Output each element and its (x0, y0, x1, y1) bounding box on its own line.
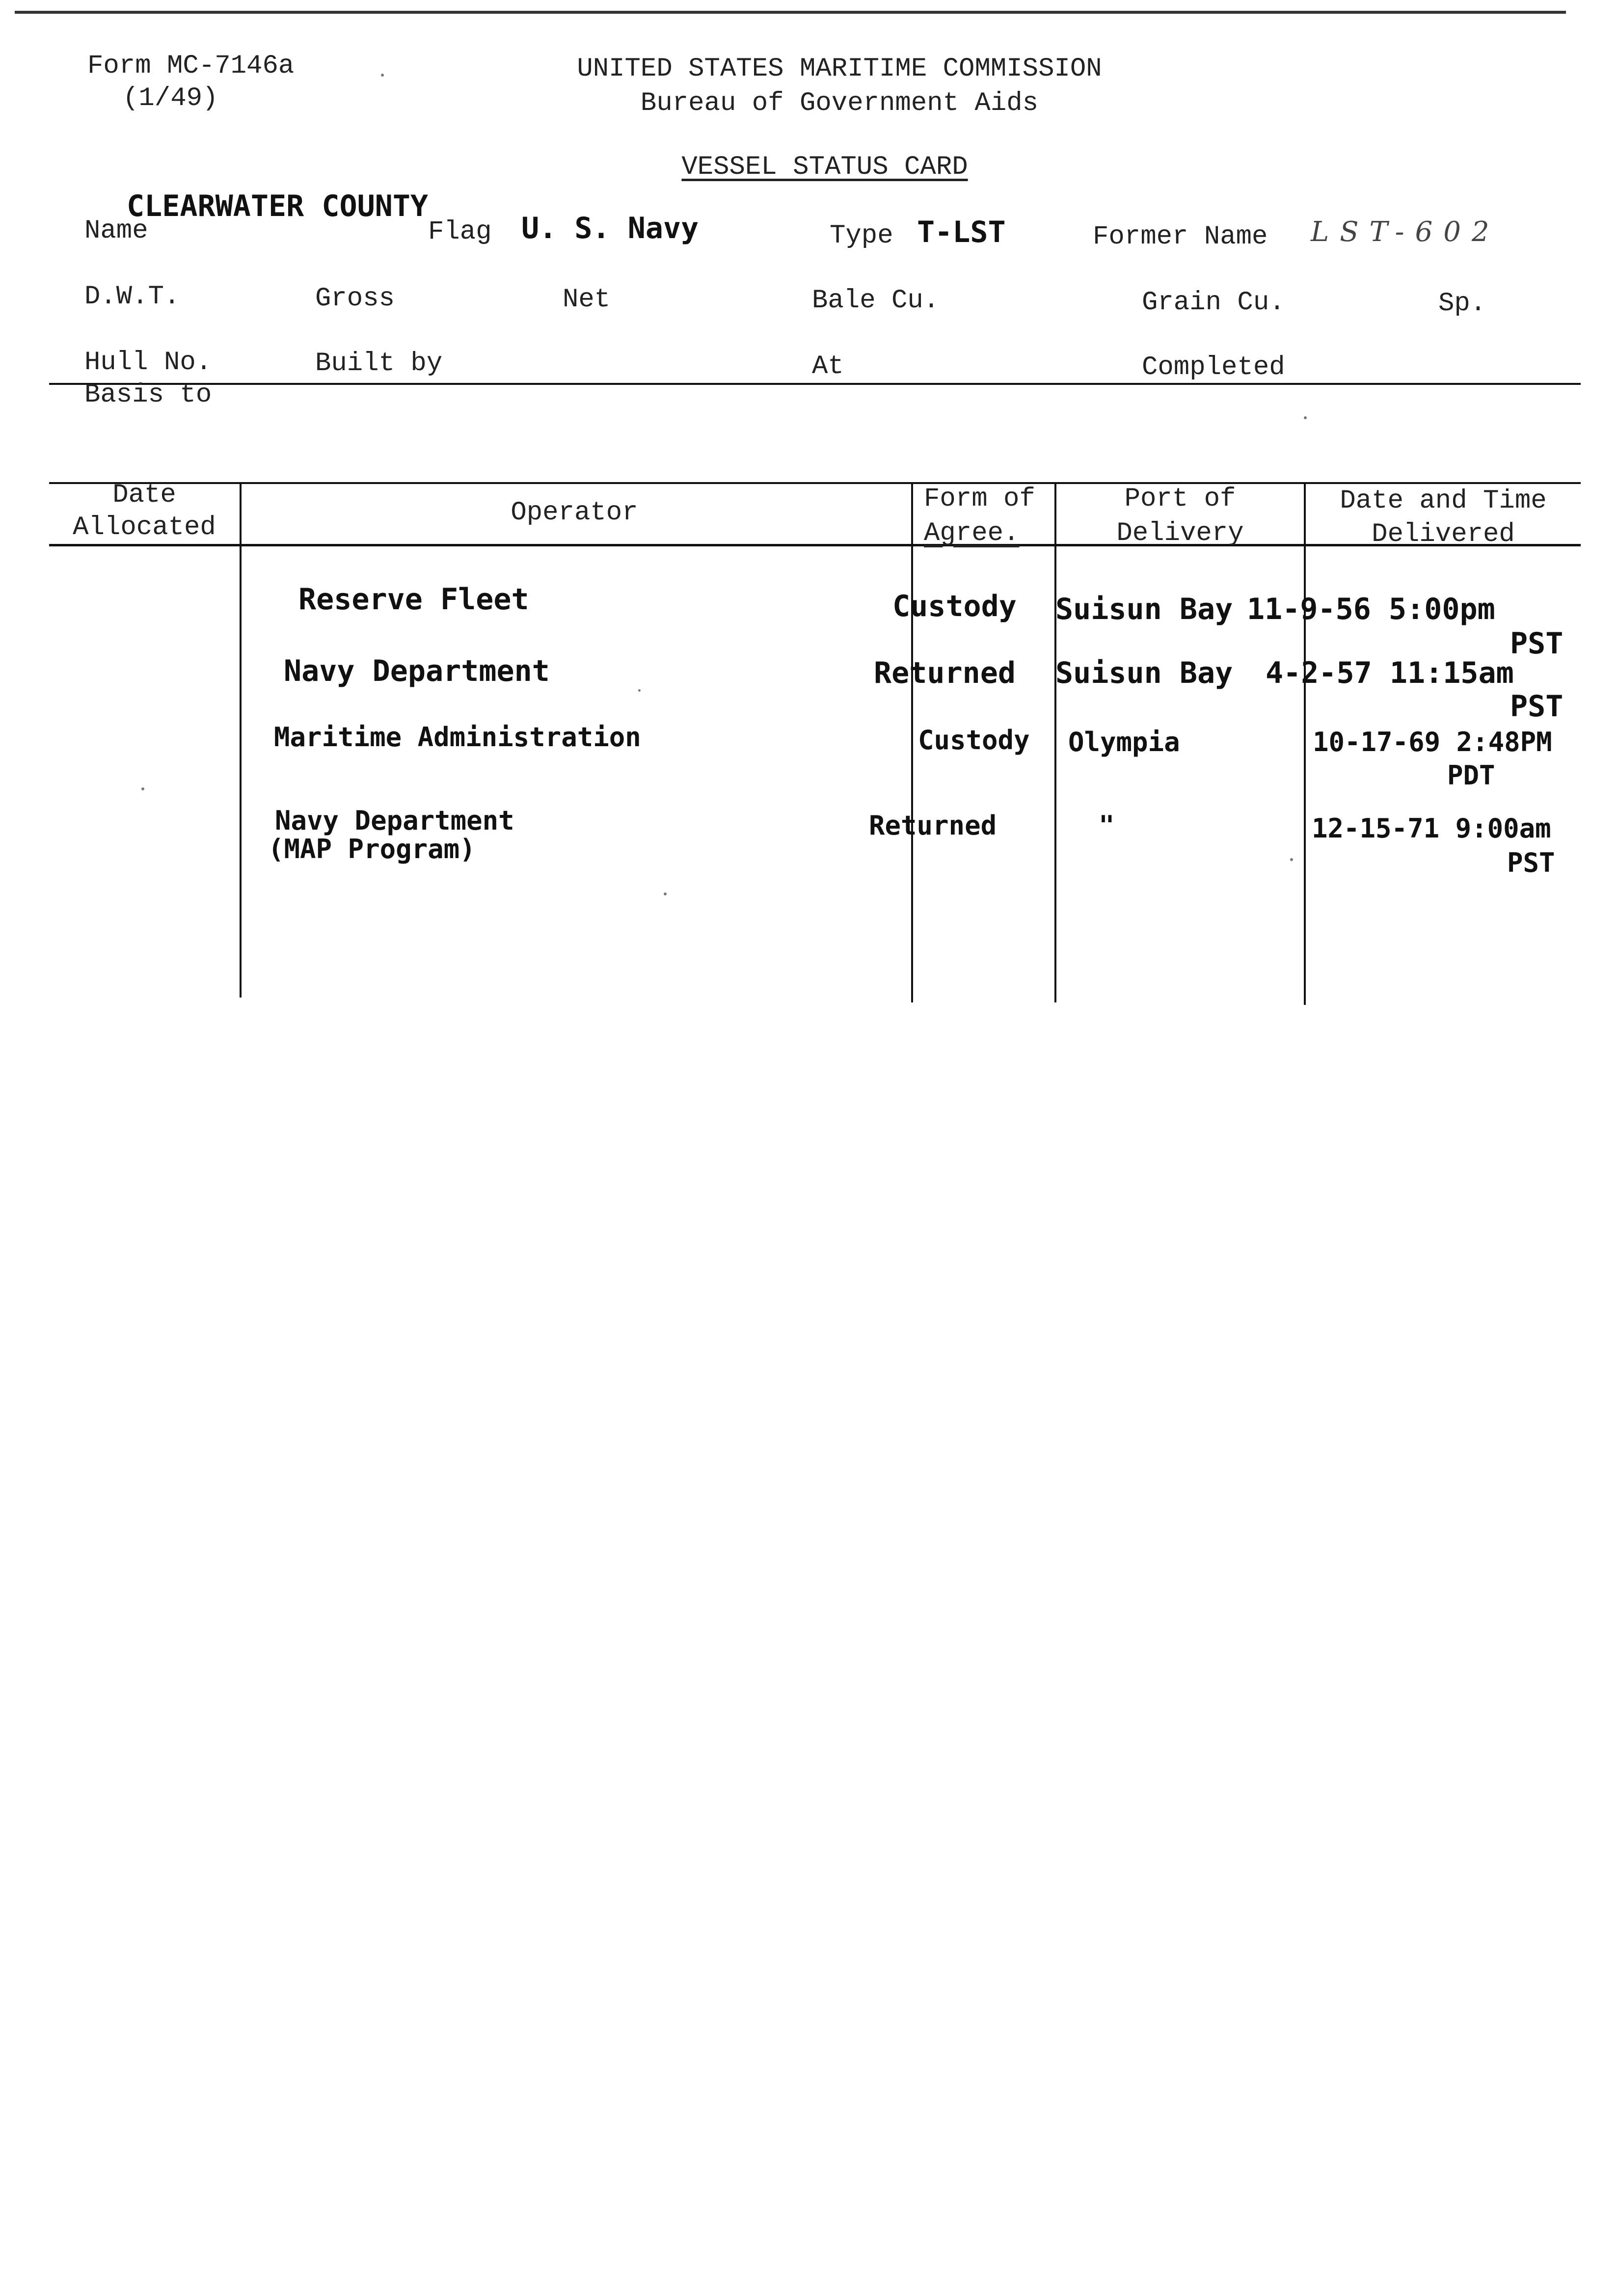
row-2-form: Returned (874, 656, 1016, 690)
net-label: Net (563, 285, 611, 315)
row-2-tz: PST (1510, 689, 1564, 724)
card-title: VESSEL STATUS CARD (681, 152, 968, 182)
row-4-operator: Navy Department (275, 805, 514, 836)
dwt-label: D.W.T. (84, 282, 180, 312)
former-name-label: Former Name (1093, 222, 1268, 252)
type-label: Type (830, 221, 893, 251)
row-1-tz: PST (1510, 626, 1564, 661)
vessel-info-divider (49, 383, 1581, 385)
scan-speck (1290, 858, 1293, 861)
former-name-value: LST-602 (1311, 216, 1500, 248)
header-delivered-2: Delivered (1372, 519, 1515, 549)
row-2-operator: Navy Department (284, 654, 550, 688)
table-top-border (49, 482, 1581, 484)
row-1-form: Custody (892, 589, 1017, 623)
header-date-allocated-2: Allocated (73, 513, 216, 542)
agency-title: UNITED STATES MARITIME COMMISSION (577, 54, 1102, 84)
scan-speck (638, 689, 641, 692)
row-3-form: Custody (918, 725, 1030, 756)
basis-label: Basis to (84, 380, 212, 410)
header-form-2: Agree. (924, 518, 1020, 548)
at-label: At (812, 351, 844, 381)
table-col-divider-1 (240, 482, 242, 998)
top-edge-line (15, 11, 1566, 14)
table-col-divider-2 (911, 482, 913, 1002)
scan-speck (1304, 416, 1307, 419)
speed-label: Sp. (1438, 289, 1486, 319)
row-1-port: Suisun Bay (1055, 592, 1233, 626)
grain-label: Grain Cu. (1142, 288, 1285, 318)
form-date: (1/49) (123, 83, 218, 113)
header-operator: Operator (511, 498, 638, 528)
name-label: Name (84, 216, 148, 246)
scan-speck (381, 74, 384, 77)
row-2-date: 4-2-57 11:15am (1266, 656, 1514, 690)
built-by-label: Built by (315, 349, 443, 378)
row-4-tz: PST (1507, 847, 1555, 878)
scan-speck (664, 892, 667, 895)
row-4-date: 12-15-71 9:00am (1312, 813, 1551, 844)
bale-label: Bale Cu. (812, 286, 940, 316)
table-col-divider-3 (1054, 482, 1056, 1002)
row-1-operator: Reserve Fleet (298, 582, 529, 617)
header-delivered-1: Date and Time (1340, 486, 1547, 516)
flag-label: Flag (428, 217, 492, 247)
row-2-port: Suisun Bay (1055, 656, 1233, 690)
scan-speck (141, 787, 144, 790)
header-port-2: Delivery (1116, 518, 1244, 548)
row-1-date: 11-9-56 5:00pm (1247, 592, 1495, 626)
header-form-1: Form of (924, 484, 1035, 514)
row-3-tz: PDT (1447, 760, 1495, 791)
table-col-divider-4 (1304, 482, 1306, 1005)
gross-label: Gross (315, 284, 395, 314)
header-port-1: Port of (1124, 484, 1236, 514)
form-number: Form MC-7146a (87, 51, 295, 81)
row-3-port: Olympia (1068, 727, 1180, 757)
type-value: T-LST (917, 215, 1006, 249)
flag-value: U. S. Navy (521, 211, 699, 245)
hull-label: Hull No. (84, 348, 212, 378)
header-date-allocated-1: Date (112, 480, 176, 510)
row-3-date: 10-17-69 2:48PM (1313, 727, 1552, 757)
row-4-port: " (1099, 810, 1115, 841)
row-3-operator: Maritime Administration (274, 722, 641, 753)
vessel-name-value: CLEARWATER COUNTY (127, 189, 429, 223)
row-4-operator-line-2: (MAP Program) (268, 834, 476, 864)
completed-label: Completed (1142, 352, 1285, 382)
row-4-form: Returned (869, 810, 997, 841)
bureau-title: Bureau of Government Aids (640, 88, 1039, 118)
